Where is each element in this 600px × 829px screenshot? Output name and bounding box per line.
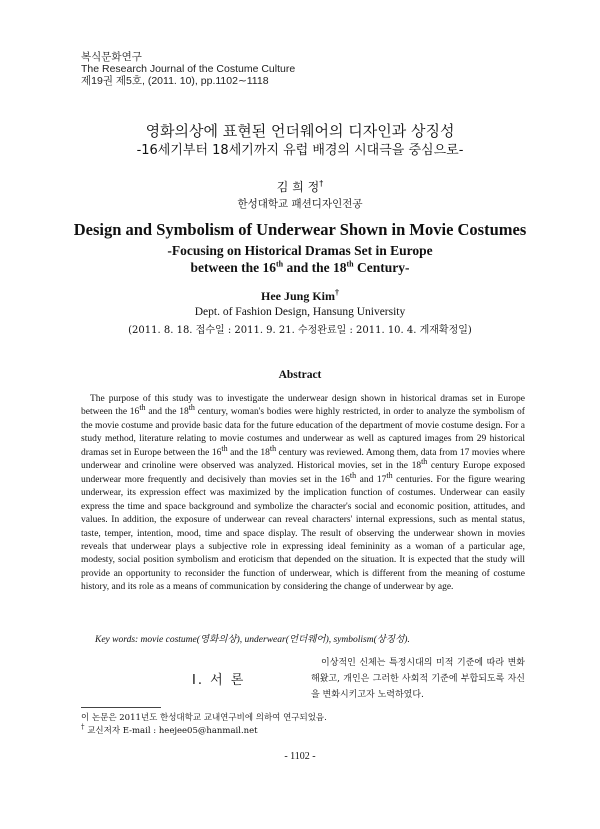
footnote-funding: 이 논문은 2011년도 한성대학교 교내연구비에 의하여 연구되었음. — [81, 713, 327, 723]
keywords: Key words: movie costume(영화의상), underwear(언더웨어), symbolism(상징성). — [95, 635, 410, 645]
footnote-rule — [81, 707, 161, 708]
journal-issue: 제19권 제5호, (2011. 10), pp.1102∼1118 — [81, 75, 269, 87]
footnote-email: 교신저자 E-mail : heejee05@hanmail.net — [87, 726, 258, 736]
abstract-text: century, woman's bodies were highly restricted, in order to analyze the symbolism of the movie costume and provide basic data for the future education of the department of movie costume design. For a study method, literature relating to movie costumes and underwear as well as captured images from 29 historical dramas set in Europe between the 16 — [81, 407, 525, 458]
affiliation-ko: 한성대학교 패션디자인전공 — [237, 198, 363, 210]
page-number: - 1102 - — [284, 751, 316, 762]
abstract-text: and 17 — [356, 474, 387, 485]
abstract-text: and the 18 — [227, 447, 270, 458]
abstract-text: century was reviewed. Among them, data from 17 movies where underwear and crinoline were observed was analyzed. Historical movies, set in the 18 — [81, 447, 525, 472]
abstract-sup: th — [139, 403, 146, 413]
author-ko — [0, 178, 600, 195]
affiliation-en: Dept. of Fashion Design, Hansung University — [194, 306, 406, 318]
subtitle-part: Century- — [353, 260, 410, 275]
subtitle-part: between the 16 — [190, 260, 276, 275]
title-ko: 영화의상에 표현된 언더웨어의 디자인과 상징성 — [145, 122, 455, 140]
abstract-sup: th — [188, 403, 195, 413]
abstract-body — [81, 393, 525, 595]
journal-header — [81, 51, 295, 87]
intro-paragraph: 이상적인 신체는 특정시대의 미적 기준에 따라 변화해왔고, 개인은 그러한 사회적 기준에 부합되도록 자신을 변화시키고자 노력하였다. — [311, 658, 525, 700]
author-en — [0, 289, 600, 304]
footnote-corresponding — [81, 724, 258, 736]
subtitle-en-line2 — [0, 259, 600, 276]
abstract-sup: th — [221, 443, 228, 453]
author-en-name: Hee Jung Kim — [261, 289, 335, 303]
abstract-sup: th — [269, 443, 277, 453]
journal-name-en: The Research Journal of the Costume Culture — [81, 63, 296, 75]
submission-dates: (2011. 8. 18. 접수일 : 2011. 9. 21. 수정완료일 : 2011. 10. 4. 게재확정일) — [128, 325, 472, 336]
abstract-text: and the 18 — [145, 407, 189, 418]
section-heading: Ⅰ. 서 론 — [192, 673, 246, 688]
subtitle-en-line1: -Focusing on Historical Dramas Set in Europe — [167, 243, 433, 258]
subtitle-sup: th — [346, 259, 354, 269]
footnote-mark: † — [81, 723, 85, 732]
abstract-sup: th — [386, 470, 393, 480]
abstract-heading: Abstract — [278, 369, 322, 381]
subtitle-part: and the 18 — [283, 260, 347, 275]
abstract-sup: th — [349, 470, 357, 480]
subtitle-sup: th — [275, 259, 284, 269]
abstract-text: centuries. For the figure wearing underwear, its expression effect was maximized by the implication function of costumes. Underwear can easily express the time and space background and symbolize the character's social and economic position, attitudes, and values. In addition, the exposure of underwear can reveal characters' internal expressions, such as mental status, taste, temper, intention, mood, time and space display. The result of observing the underwear shown in movies reveals that underwear plays a subjective role in expressing ideal femininity as a woman of a particular age, modesty, social position symbolism and eroticism that depended on the situation. It is expected that the study will provide an opportunity to reconsider the function of underwear, which is different from the meaning of costume history, and its role as a means of communication by considering the change of underwear by age. — [81, 474, 525, 593]
journal-name-ko: 복식문화연구 — [81, 51, 142, 63]
abstract-sup: th — [421, 457, 428, 467]
abstract-text: The purpose of this study was to investigate the underwear design shown in historical dramas set in Europe between the 16 — [81, 394, 525, 418]
author-ko-name: 김 희 정 — [276, 180, 320, 194]
author-en-mark: † — [335, 288, 339, 297]
abstract-text: century Europe exposed underwear more frequently and decisively than movies set in the 16 — [81, 461, 525, 485]
title-en: Design and Symbolism of Underwear Shown in Movie Costumes — [73, 220, 527, 239]
subtitle-ko: -16세기부터 18세기까지 유럽 배경의 시대극을 중심으로- — [136, 143, 464, 158]
author-ko-mark: † — [319, 179, 324, 188]
